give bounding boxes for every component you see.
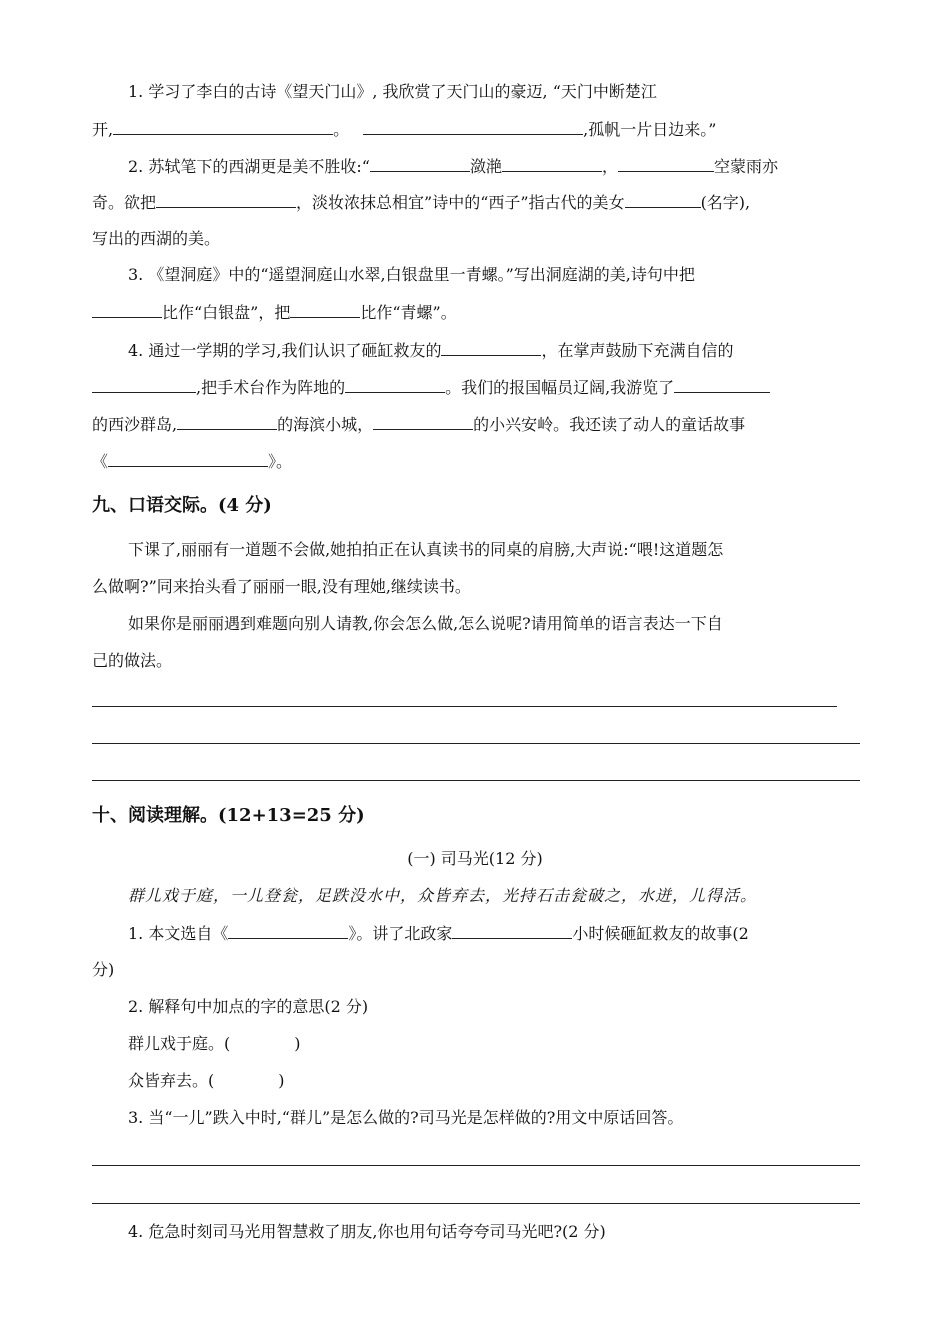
- answer-line-s9-3[interactable]: [92, 780, 860, 781]
- q4-text-b: ，在掌声鼓励下充满自信的: [541, 341, 734, 360]
- q4-blank-1[interactable]: [441, 338, 541, 356]
- q2-text-d: 空蒙雨亦: [713, 157, 778, 176]
- answer-line-s9-2[interactable]: [92, 743, 860, 744]
- q2-text-e: 奇。欲把: [92, 193, 157, 212]
- q1-text-c: ,孤帆一片日边来。”: [583, 120, 717, 139]
- s10-q2-item-a: 群儿戏于庭。( ): [128, 1034, 301, 1053]
- answer-line-s10-q3-1[interactable]: [92, 1165, 860, 1166]
- q1-line1: 1. 学习了李白的古诗《望天门山》, 我欣赏了天门山的豪迈, “天门中断楚江: [128, 82, 657, 101]
- q2-blank-4[interactable]: [156, 190, 296, 208]
- s10-q1-line1: [128, 921, 860, 945]
- s10-q1-blank-1[interactable]: [228, 921, 348, 939]
- q1-blank-2[interactable]: [363, 117, 583, 135]
- q4-blank-7[interactable]: [108, 449, 268, 467]
- q2-blank-2[interactable]: [502, 154, 602, 172]
- subsection-title: (一) 司马光(12 分): [407, 849, 543, 868]
- q1-text-a: 开,: [92, 120, 114, 139]
- q2-blank-5[interactable]: [625, 190, 701, 208]
- q4-text-f: 的海滨小城，: [277, 415, 374, 434]
- q2-text-b: 潋滟: [469, 157, 502, 176]
- section10-heading: 十、阅读理解。(12+13=25 分): [92, 805, 365, 826]
- answer-line-s9-1[interactable]: [92, 706, 837, 707]
- s10-q1-line2: 分): [92, 960, 115, 979]
- q4-blank-6[interactable]: [373, 412, 473, 430]
- q4-line3: [92, 412, 860, 436]
- q4-blank-3[interactable]: [345, 375, 445, 393]
- q2-text-g: (名字),: [700, 193, 751, 212]
- s10-q3: 3. 当“一儿”跌入中时,“群儿”是怎么做的?司马光是怎样做的?用文中原话回答。: [128, 1108, 684, 1127]
- q4-text-h: 《: [92, 452, 109, 471]
- s10-q2: 2. 解释句中加点的字的意思(2 分): [128, 997, 369, 1016]
- q4-text-c: ,把手术台作为阵地的: [196, 378, 346, 397]
- s9-p2-line2: 己的做法。: [92, 651, 173, 670]
- q1-line2: [92, 117, 860, 141]
- q2-text-a: 2. 苏轼笔下的西湖更是美不胜收:“: [128, 157, 370, 176]
- section9-heading: 九、口语交际。(4 分): [92, 495, 272, 516]
- q1-blank-1[interactable]: [113, 117, 333, 135]
- q3-blank-2[interactable]: [290, 300, 360, 318]
- q3-line1: 3. 《望洞庭》中的“遥望洞庭山水翠,白银盘里一青螺。”写出洞庭湖的美,诗句中把: [128, 265, 695, 284]
- q3-text-b: 比作“青螺”。: [360, 303, 457, 322]
- s10-q4: 4. 危急时刻司马光用智慧救了朋友,你也用句话夸夸司马光吧?(2 分): [128, 1222, 606, 1241]
- q4-text-i: 》。: [268, 452, 293, 471]
- s10-q2-item-b: 众皆弃去。( ): [128, 1071, 285, 1090]
- classical-passage: 群儿戏于庭，一儿登瓮，足跌没水中，众皆弃去，光持石击瓮破之，水迸，儿得活。: [128, 886, 758, 905]
- q2-line2: [92, 190, 860, 214]
- s9-p1-line2: 么做啊?”同来抬头看了丽丽一眼,没有理她,继续读书。: [92, 577, 471, 596]
- q4-line2: [92, 375, 860, 399]
- q4-line4: [92, 449, 860, 473]
- q3-blank-1[interactable]: [92, 300, 162, 318]
- q2-text-f: ，淡妆浓抹总相宜”诗中的“西子”指古代的美女: [296, 193, 625, 212]
- q4-text-a: 4. 通过一学期的学习,我们认识了砸缸救友的: [128, 341, 442, 360]
- answer-line-s10-q3-2[interactable]: [92, 1203, 860, 1204]
- q2-blank-1[interactable]: [370, 154, 470, 172]
- q4-blank-2[interactable]: [92, 375, 196, 393]
- q3-line2: [92, 300, 860, 324]
- q4-text-e: 的西沙群岛,: [92, 415, 178, 434]
- q4-text-d: 。我们的报国幅员辽阔,我游览了: [445, 378, 675, 397]
- q4-blank-5[interactable]: [177, 412, 277, 430]
- s9-p2-line1: 如果你是丽丽遇到难题向别人请教,你会怎么做,怎么说呢?请用简单的语言表达一下自: [128, 614, 723, 633]
- s10-q1-text-c: 小时候砸缸救友的故事(2: [572, 924, 749, 943]
- q2-line1: [128, 154, 860, 178]
- s10-q1-blank-2[interactable]: [452, 921, 572, 939]
- q1-text-b: 。: [333, 120, 350, 139]
- q3-text-a: 比作“白银盘”，把: [162, 303, 291, 322]
- q2-text-c: ，: [601, 157, 618, 176]
- s10-q1-text-b: 》。讲了北政家: [348, 924, 453, 943]
- q4-line1: [128, 338, 860, 362]
- q2-line3: 写出的西湖的美。: [92, 229, 221, 248]
- q4-text-g: 的小兴安岭。我还读了动人的童话故事: [473, 415, 746, 434]
- s10-q1-text-a: 1. 本文选自《: [128, 924, 229, 943]
- s9-p1-line1: 下课了,丽丽有一道题不会做,她拍拍正在认真读书的同桌的肩膀,大声说:“喂!这道题怎: [128, 540, 724, 559]
- q4-blank-4[interactable]: [674, 375, 770, 393]
- q2-blank-3[interactable]: [618, 154, 714, 172]
